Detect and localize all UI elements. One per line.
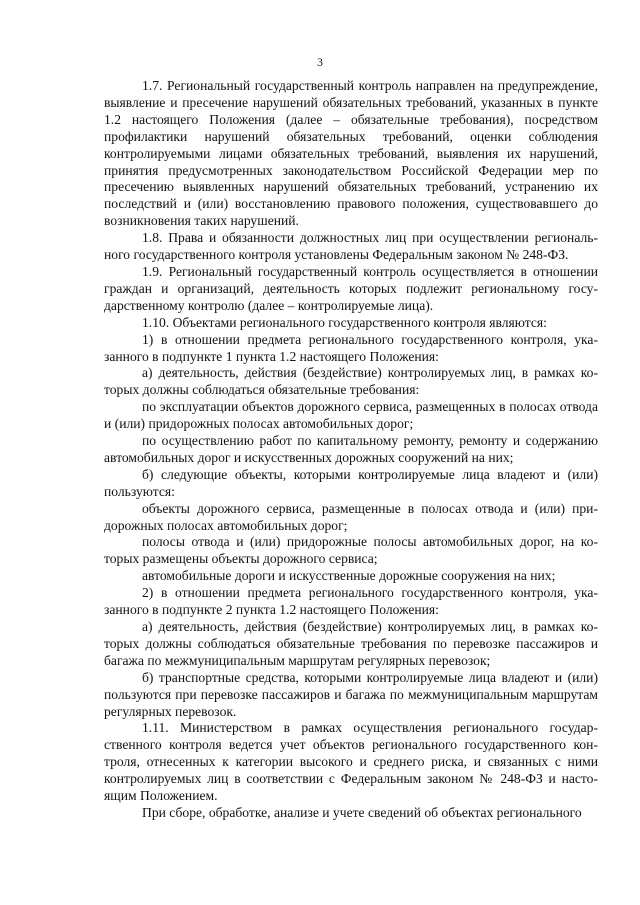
paragraph-1-10-item-2b: б) транспортные средства, которыми контролируемые лица владеют и (или) пользуются при перевозке пассажиров и багажа по межмуниципальным маршрутам регулярных перевозок. — [104, 669, 598, 719]
paragraph-1-10-item-1b-roads: автомобильные дороги и искусственные дорожные сооружения на них; — [142, 568, 556, 584]
paragraph-1-11: 1.11. Министерством в рамках осуществления регионального государственного контроля ведется учет объектов регионального государственного контроля, отнесенных к категории высокого и среднего риска, и связанных с ними контролируемых лиц в соответствии с Федеральным законом № 248-ФЗ и настоящим Положением. — [104, 720, 598, 804]
document-body — [104, 78, 598, 822]
paragraph-1-10-item-1b-strips: полосы отвода и (или) придорожные полосы автомобильных дорог, на которых размещены объекты дорожного сервиса; — [104, 534, 598, 567]
paragraph-continuation: При сборе, обработке, анализе и учете сведений об объектах регионального — [142, 804, 582, 820]
paragraph-1-10-item-1a-operation: по эксплуатации объектов дорожного сервиса, размещенных в полосах отвода и (или) придорожных полосах автомобильных дорог; — [104, 399, 598, 432]
paragraph-1-8: 1.8. Права и обязанности должностных лиц при осуществлении регионального государственного контроля установлены Федеральным законом № 248-ФЗ. — [104, 230, 598, 263]
paragraph-1-10-item-1: 1) в отношении предмета регионального государственного контроля, указанного в подпункте 1 пункта 1.2 настоящего Положения: — [104, 331, 598, 364]
paragraph-1-10-item-1b: б) следующие объекты, которыми контролируемые лица владеют и (или) пользуются: — [104, 466, 598, 499]
paragraph-1-10-item-1a: а) деятельность, действия (бездействие) контролируемых лиц, в рамках которых должны соблюдаться обязательные требования: — [104, 365, 598, 398]
page-number: 3 — [317, 57, 323, 69]
paragraph-1-10-item-1a-repair: по осуществлению работ по капитальному ремонту, ремонту и содержанию автомобильных дорог и искусственных дорожных сооружений на них; — [104, 433, 598, 465]
paragraph-1-10: 1.10. Объектами регионального государственного контроля являются: — [142, 314, 547, 330]
paragraph-1-9: 1.9. Региональный государственный контроль осуществляется в отношении граждан и организаций, деятельность которых подлежит региональному государственному контролю (далее – контролируемые лица). — [104, 263, 598, 313]
paragraph-1-10-item-2: 2) в отношении предмета регионального государственного контроля, указанного в подпункте 2 пункта 1.2 настоящего Положения: — [104, 585, 598, 618]
paragraph-1-7: 1.7. Региональный государственный контроль направлен на предупреждение, выявление и пресечение нарушений обязательных требований, указанных в пункте 1.2 настоящего Положения (далее – обязательные требования), посредством профилактики нарушений обязательных требований, оценки соблюдения контролируемыми лицами обязательных требований, выявления их нарушений, принятия предусмотренных законодательством Российской Федерации мер по пресечению выявленных нарушений обязательных требований, устранению их последствий и (или) восстановлению правового положения, существовавшего до возникновения таких нарушений. — [104, 78, 598, 229]
paragraph-1-10-item-2a: а) деятельность, действия (бездействие) контролируемых лиц, в рамках которых должны соблюдаться обязательные требования по перевозке пассажиров и багажа по межмуниципальным маршрутам регулярных перевозок; — [104, 619, 598, 668]
paragraph-1-10-item-1b-service: объекты дорожного сервиса, размещенные в полосах отвода и (или) придорожных полосах автомобильных дорог; — [104, 500, 598, 533]
